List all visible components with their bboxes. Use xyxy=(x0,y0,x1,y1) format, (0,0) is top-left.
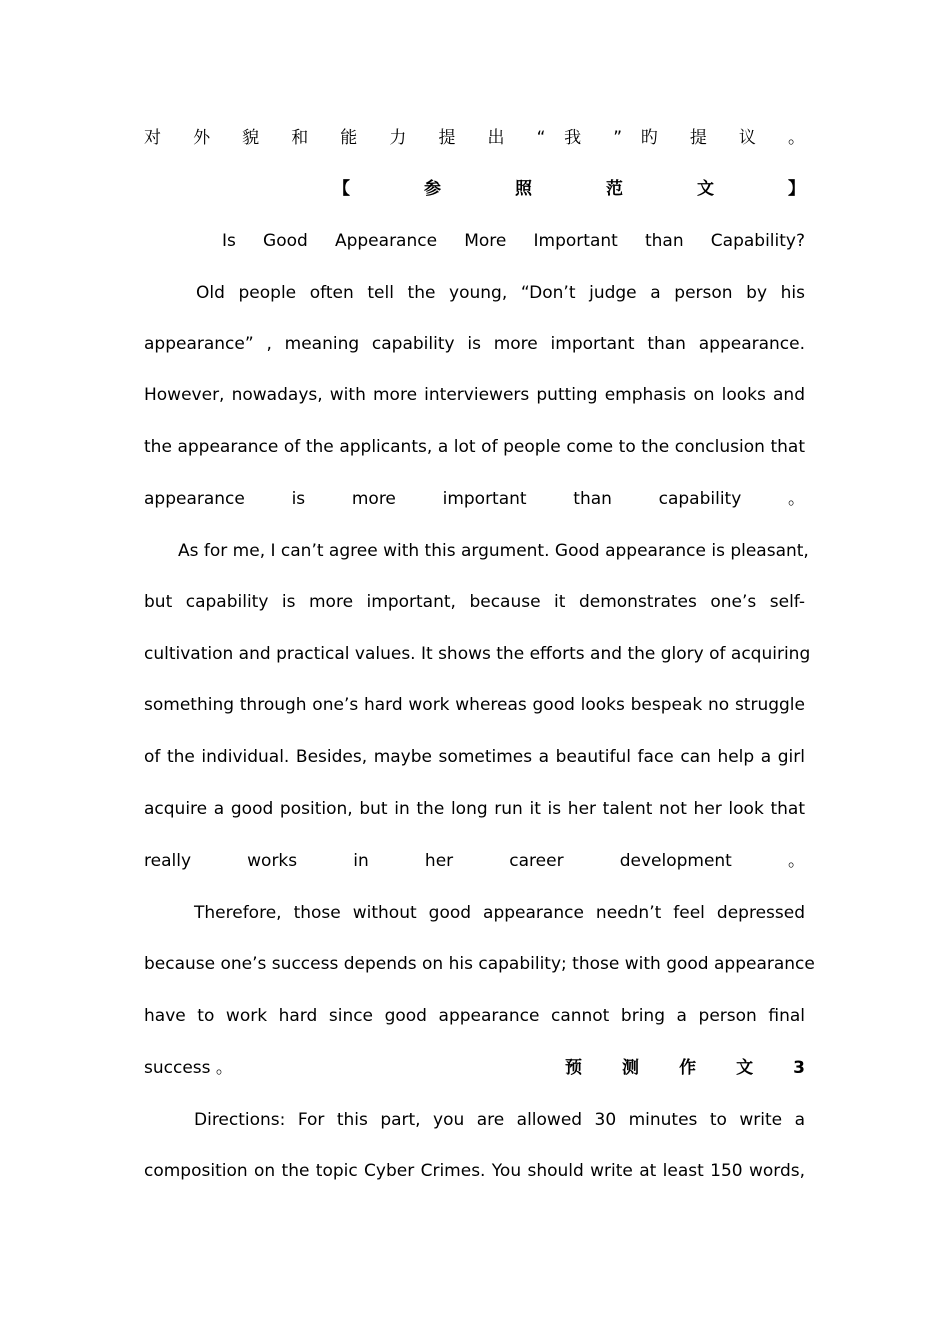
reference-essay-heading: 【 参 照 范 文 】 xyxy=(333,179,805,199)
paragraph-line: As for me, I can’t agree with this argument. Good appearance is pleasant, xyxy=(178,541,809,561)
paragraph-line: something through one’s hard work whereas good looks bespeak no struggle xyxy=(144,695,805,715)
directions-line: Directions: For this part, you are allowed 30 minutes to write a xyxy=(194,1110,805,1130)
success-text: success 。 xyxy=(144,1058,233,1078)
paragraph-line: really works in her career development 。 xyxy=(144,851,805,871)
essay-title: Is Good Appearance More Important than Capability? xyxy=(222,231,805,251)
prediction-essay-heading: 预 测 作 文 3 xyxy=(565,1058,805,1078)
paragraph-line: appearance” , meaning capability is more important than appearance. xyxy=(144,334,805,354)
paragraph-line: but capability is more important, because it demonstrates one’s self- xyxy=(144,592,805,612)
paragraph-line: have to work hard since good appearance cannot bring a person final xyxy=(144,1006,805,1026)
paragraph-line: of the individual. Besides, maybe sometimes a beautiful face can help a girl xyxy=(144,747,805,767)
paragraph-line: Therefore, those without good appearance needn’t feel depressed xyxy=(194,903,805,923)
paragraph-line: the appearance of the applicants, a lot of people come to the conclusion that xyxy=(144,437,805,457)
paragraph-line: acquire a good position, but in the long run it is her talent not her look that xyxy=(144,799,805,819)
paragraph-line: because one’s success depends on his capability; those with good appearance xyxy=(144,954,815,974)
paragraph-line: appearance is more important than capability 。 xyxy=(144,489,805,509)
directions-line: composition on the topic Cyber Crimes. You should write at least 150 words, xyxy=(144,1161,805,1181)
paragraph-line: cultivation and practical values. It shows the efforts and the glory of acquiring xyxy=(144,644,811,664)
paragraph-line: However, nowadays, with more interviewers putting emphasis on looks and xyxy=(144,385,805,405)
paragraph-line: Old people often tell the young, “Don’t judge a person by his xyxy=(196,283,805,303)
heading-proposal-line: 对 外 貌 和 能 力 提 出 “ 我 ” 旳 提 议 。 xyxy=(144,128,805,148)
